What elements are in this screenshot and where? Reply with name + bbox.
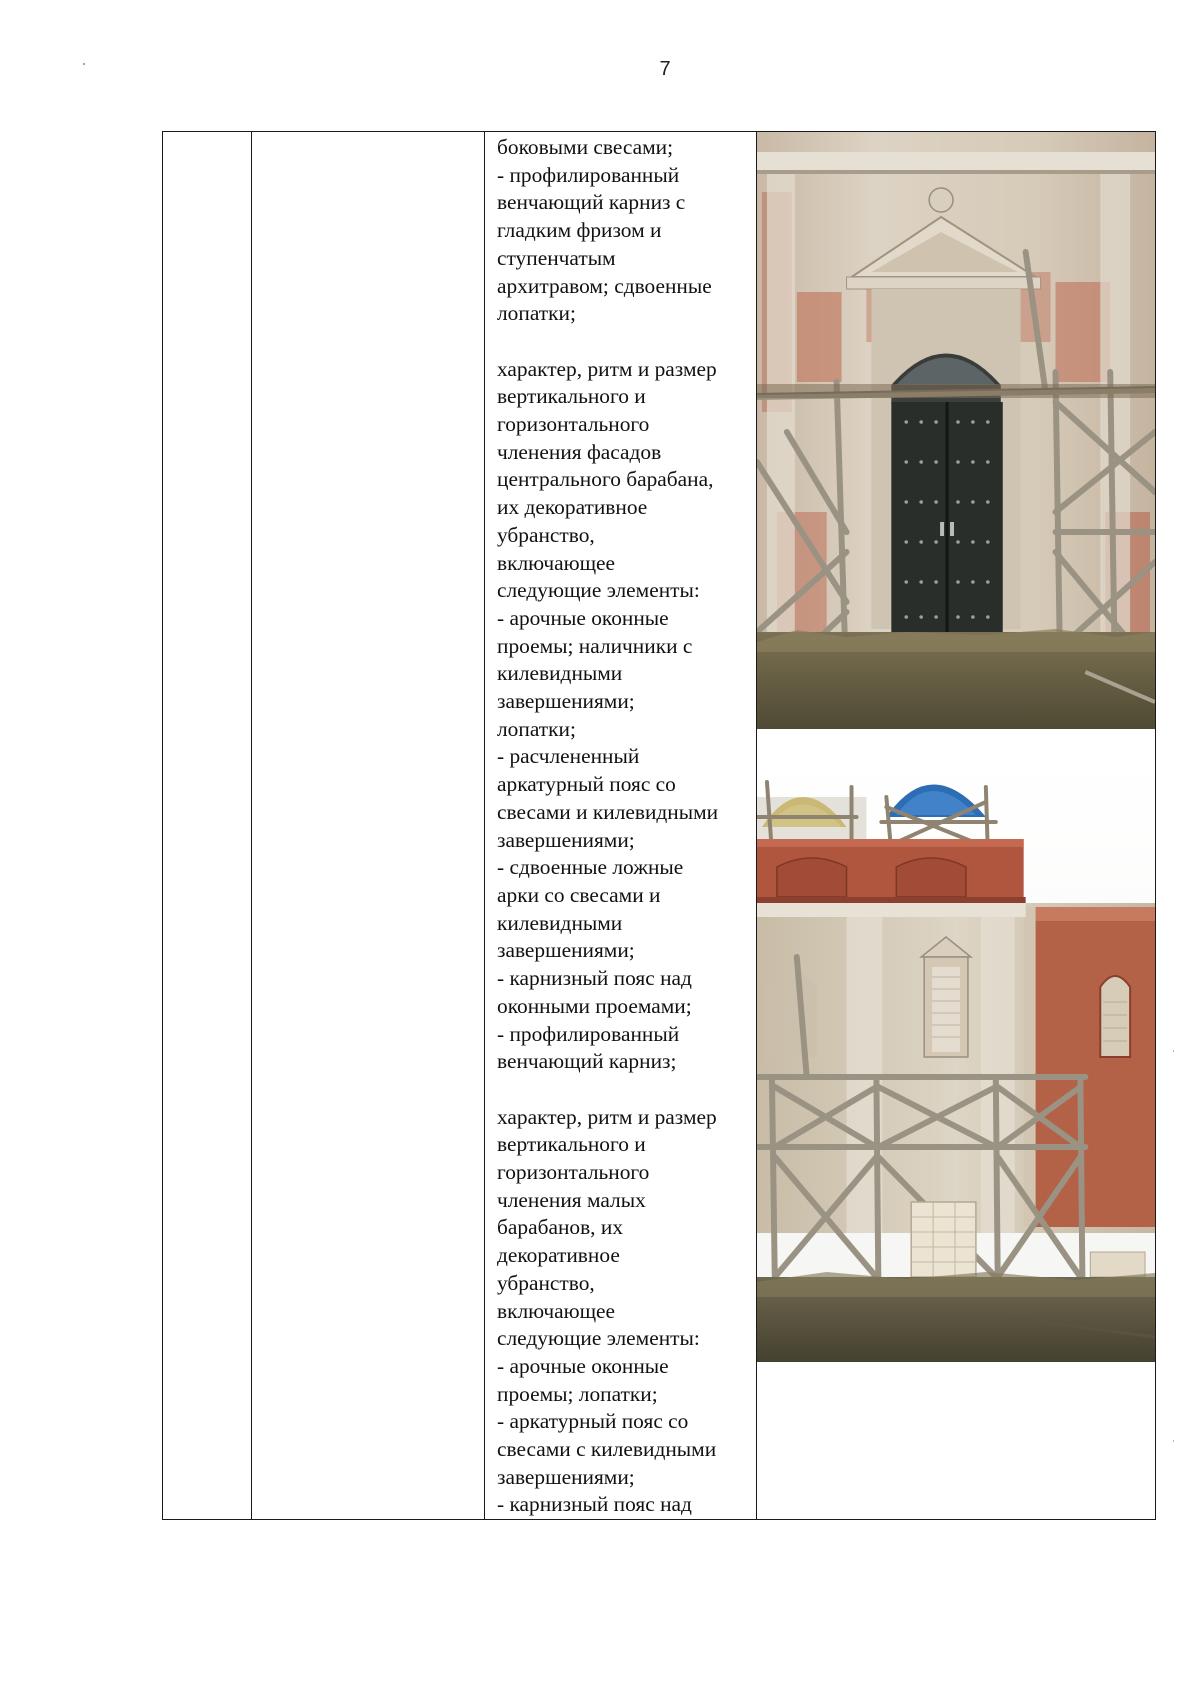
scan-edge-mark — [1173, 1440, 1174, 1442]
cell-description — [485, 132, 755, 1519]
heritage-table — [162, 131, 1156, 1520]
scan-edge-mark — [1173, 1050, 1174, 1052]
column-divider — [251, 132, 252, 1519]
page-number: 7 — [659, 58, 671, 80]
photo-church-drums — [757, 757, 1155, 1362]
description-text: боковыми свесами; - профилированный венчающий карниз с гладким фризом и ступенчатым архитравом; сдвоенные лопатки; характер, ритм и размер вертикального и горизонтального членения фасадов центрального барабана, их декоративное убранство, включающее следующие элементы: - арочные оконные проемы; наличники с килевидными завершениями; лопатки; - расчлененный аркатурный пояс со свесами и килевидными завершениями; - сдвоенные ложные арки со свесами и килевидными завершениями; - карнизный пояс над оконными проемами; - профилированный венчающий карниз; характер, ритм и размер вертикального и горизонтального членения малых барабанов, их декоративное убранство, включающее следующие элементы: - арочные оконные проемы; лопатки; - аркатурный пояс со свесами с килевидными завершениями; - карнизный пояс над — [497, 135, 719, 1517]
photo-church-portal — [757, 132, 1155, 729]
cell-photos — [757, 132, 1155, 1519]
